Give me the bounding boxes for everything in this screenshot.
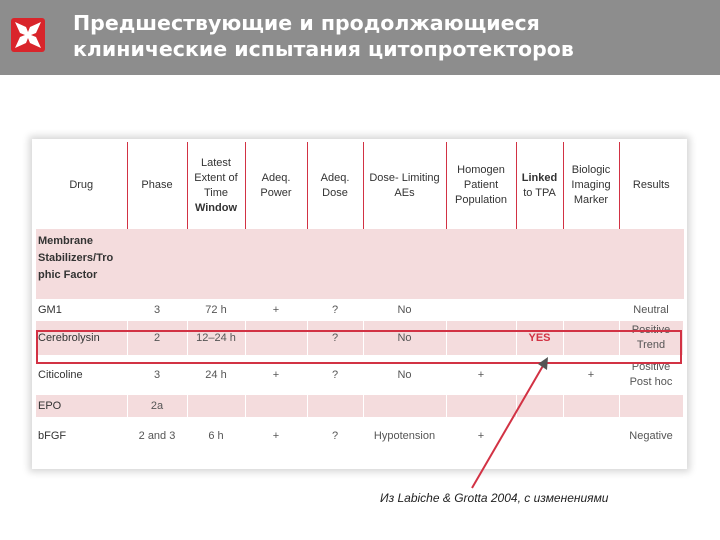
header-adeq-dose: Adeq. Dose <box>307 142 363 229</box>
drug-cell: EPO <box>36 395 127 417</box>
source-caption: Из Labiche & Grotta 2004, с изменениями <box>380 491 609 505</box>
header-phase: Phase <box>127 142 187 229</box>
header-biologic: Biologic Imaging Marker <box>563 142 619 229</box>
phase-cell: 2 <box>127 321 187 355</box>
time-cell: 6 h <box>187 417 245 455</box>
arrow-head-icon <box>538 357 548 370</box>
header-results: Results <box>619 142 683 229</box>
aes-cell: No <box>363 321 446 355</box>
time-cell: 24 h <box>187 355 245 395</box>
drug-cell: Cerebrolysin <box>36 321 127 355</box>
dose-cell: ? <box>307 417 363 455</box>
drug-cell: Citicoline <box>36 355 127 395</box>
header-window-label: Window <box>194 201 238 214</box>
drug-cell: GM1 <box>36 299 127 321</box>
linked-cell-yes: YES <box>516 321 563 355</box>
aes-cell: No <box>363 299 446 321</box>
phase-cell: 3 <box>127 299 187 321</box>
time-cell: 72 h <box>187 299 245 321</box>
phase-cell: 2a <box>127 395 187 417</box>
dose-cell: ? <box>307 321 363 355</box>
power-cell: + <box>245 355 307 395</box>
homogen-cell: + <box>446 417 516 455</box>
results-cell: Positive Post hoc <box>619 355 683 395</box>
phase-cell: 2 and 3 <box>127 417 187 455</box>
results-cell: Positive Trend <box>619 321 683 355</box>
header-homogen: Homogen Patient Population <box>446 142 516 229</box>
power-cell: + <box>245 417 307 455</box>
drug-cell: bFGF <box>36 417 127 455</box>
dose-cell: ? <box>307 299 363 321</box>
title-line-1: Предшествующие и продолжающиеся <box>73 11 540 35</box>
aes-cell: No <box>363 355 446 395</box>
biologic-cell: + <box>563 355 619 395</box>
header-linked-label: Linked <box>521 171 558 184</box>
time-cell: 12–24 h <box>187 321 245 355</box>
title-line-2: клинические испытания цитопротекторов <box>73 37 574 61</box>
header-adeq-power: Adeq. Power <box>245 142 307 229</box>
header-dose-limiting: Dose- Limiting AEs <box>363 142 446 229</box>
power-cell: + <box>245 299 307 321</box>
header-drug: Drug <box>36 142 127 229</box>
phase-cell: 3 <box>127 355 187 395</box>
results-cell: Neutral <box>619 299 683 321</box>
section-label: Membrane Stabilizers/Tro phic Factor <box>36 229 127 299</box>
results-cell: Negative <box>619 417 683 455</box>
dose-cell: ? <box>307 355 363 395</box>
arrow-line <box>472 364 544 488</box>
aes-cell: Hypotension <box>363 417 446 455</box>
header-latest-extent-label: Latest Extent of Time <box>194 156 238 199</box>
header-to-tpa-label: to TPA <box>523 186 556 199</box>
homogen-cell: + <box>446 355 516 395</box>
